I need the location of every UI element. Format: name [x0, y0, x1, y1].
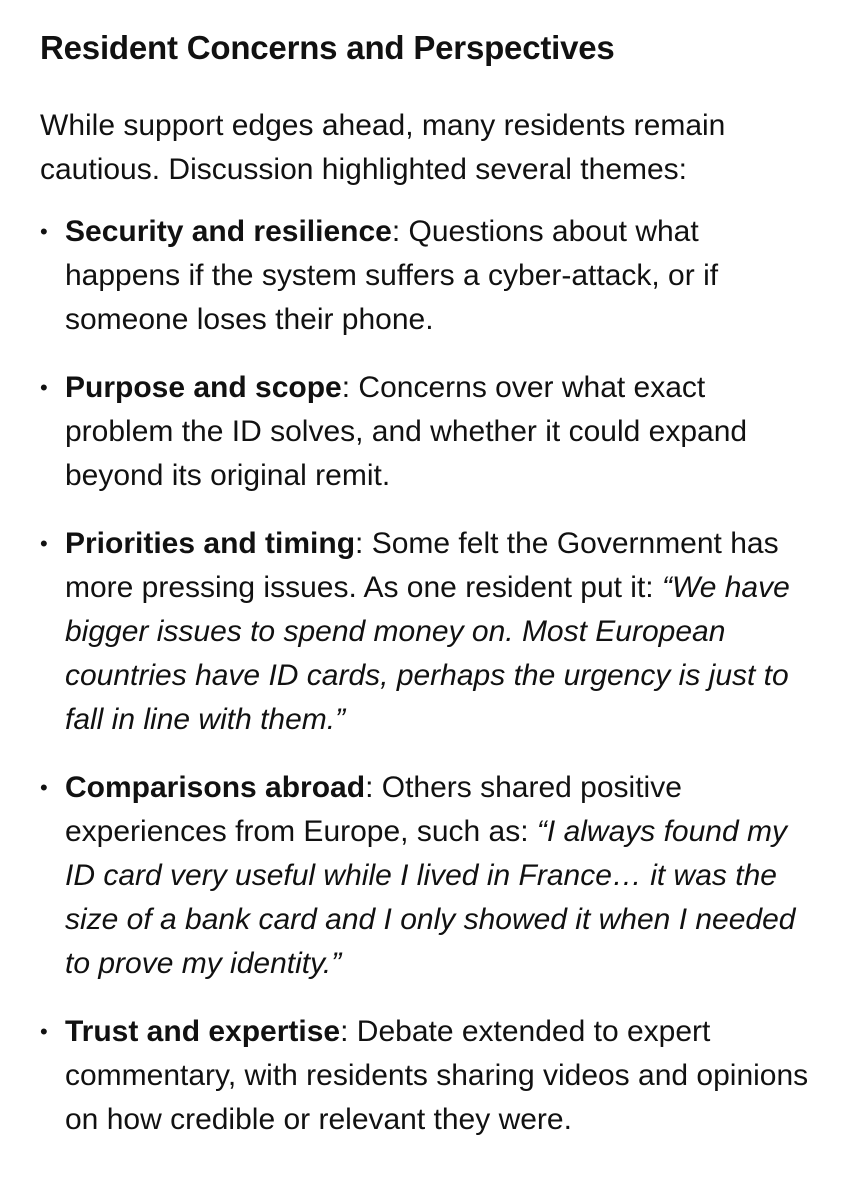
- item-label: Security and resilience: [65, 215, 392, 248]
- section-heading: Resident Concerns and Perspectives: [40, 29, 615, 66]
- item-separator: :: [340, 1015, 357, 1048]
- item-label: Priorities and timing: [65, 527, 356, 560]
- item-separator: :: [391, 215, 409, 248]
- item-text: Others shared positive experiences from Europe, such as:: [65, 771, 682, 848]
- list-item: [40, 522, 813, 742]
- item-text: Debate extended to expert commentary, with residents sharing videos and opinions on how credible or relevant they were.: [65, 1015, 809, 1136]
- bullet-icon: •: [40, 775, 48, 800]
- bullet-icon: •: [40, 1019, 48, 1044]
- item-separator: :: [365, 771, 382, 804]
- themes-list: [40, 210, 813, 1142]
- item-label: Trust and expertise: [65, 1015, 341, 1048]
- list-item: [40, 766, 813, 986]
- item-quote: “I always found my ID card very useful while I lived in France… it was the size of a bank card and I only showed it when I needed to prove my identity.”: [65, 815, 796, 980]
- intro-paragraph: While support edges ahead, many residents remain cautious. Discussion highlighted several themes:: [40, 109, 726, 186]
- item-separator: :: [355, 527, 372, 560]
- list-item: [40, 1010, 813, 1142]
- item-text: Some felt the Government has more pressing issues. As one resident put it:: [65, 527, 779, 604]
- item-text: Concerns over what exact problem the ID solves, and whether it could expand beyond its original remit.: [65, 371, 748, 492]
- item-text: Questions about what happens if the system suffers a cyber-attack, or if someone loses their phone.: [65, 215, 719, 336]
- item-separator: :: [341, 371, 359, 404]
- item-quote: “We have bigger issues to spend money on. Most European countries have ID cards, perhaps the urgency is just to fall in line with them.”: [65, 571, 790, 736]
- bullet-icon: •: [40, 531, 48, 556]
- bullet-icon: •: [40, 375, 48, 400]
- list-item: [40, 210, 813, 342]
- list-item: [40, 366, 813, 498]
- bullet-icon: •: [40, 219, 48, 244]
- item-label: Purpose and scope: [65, 371, 342, 404]
- item-label: Comparisons abroad: [65, 771, 366, 804]
